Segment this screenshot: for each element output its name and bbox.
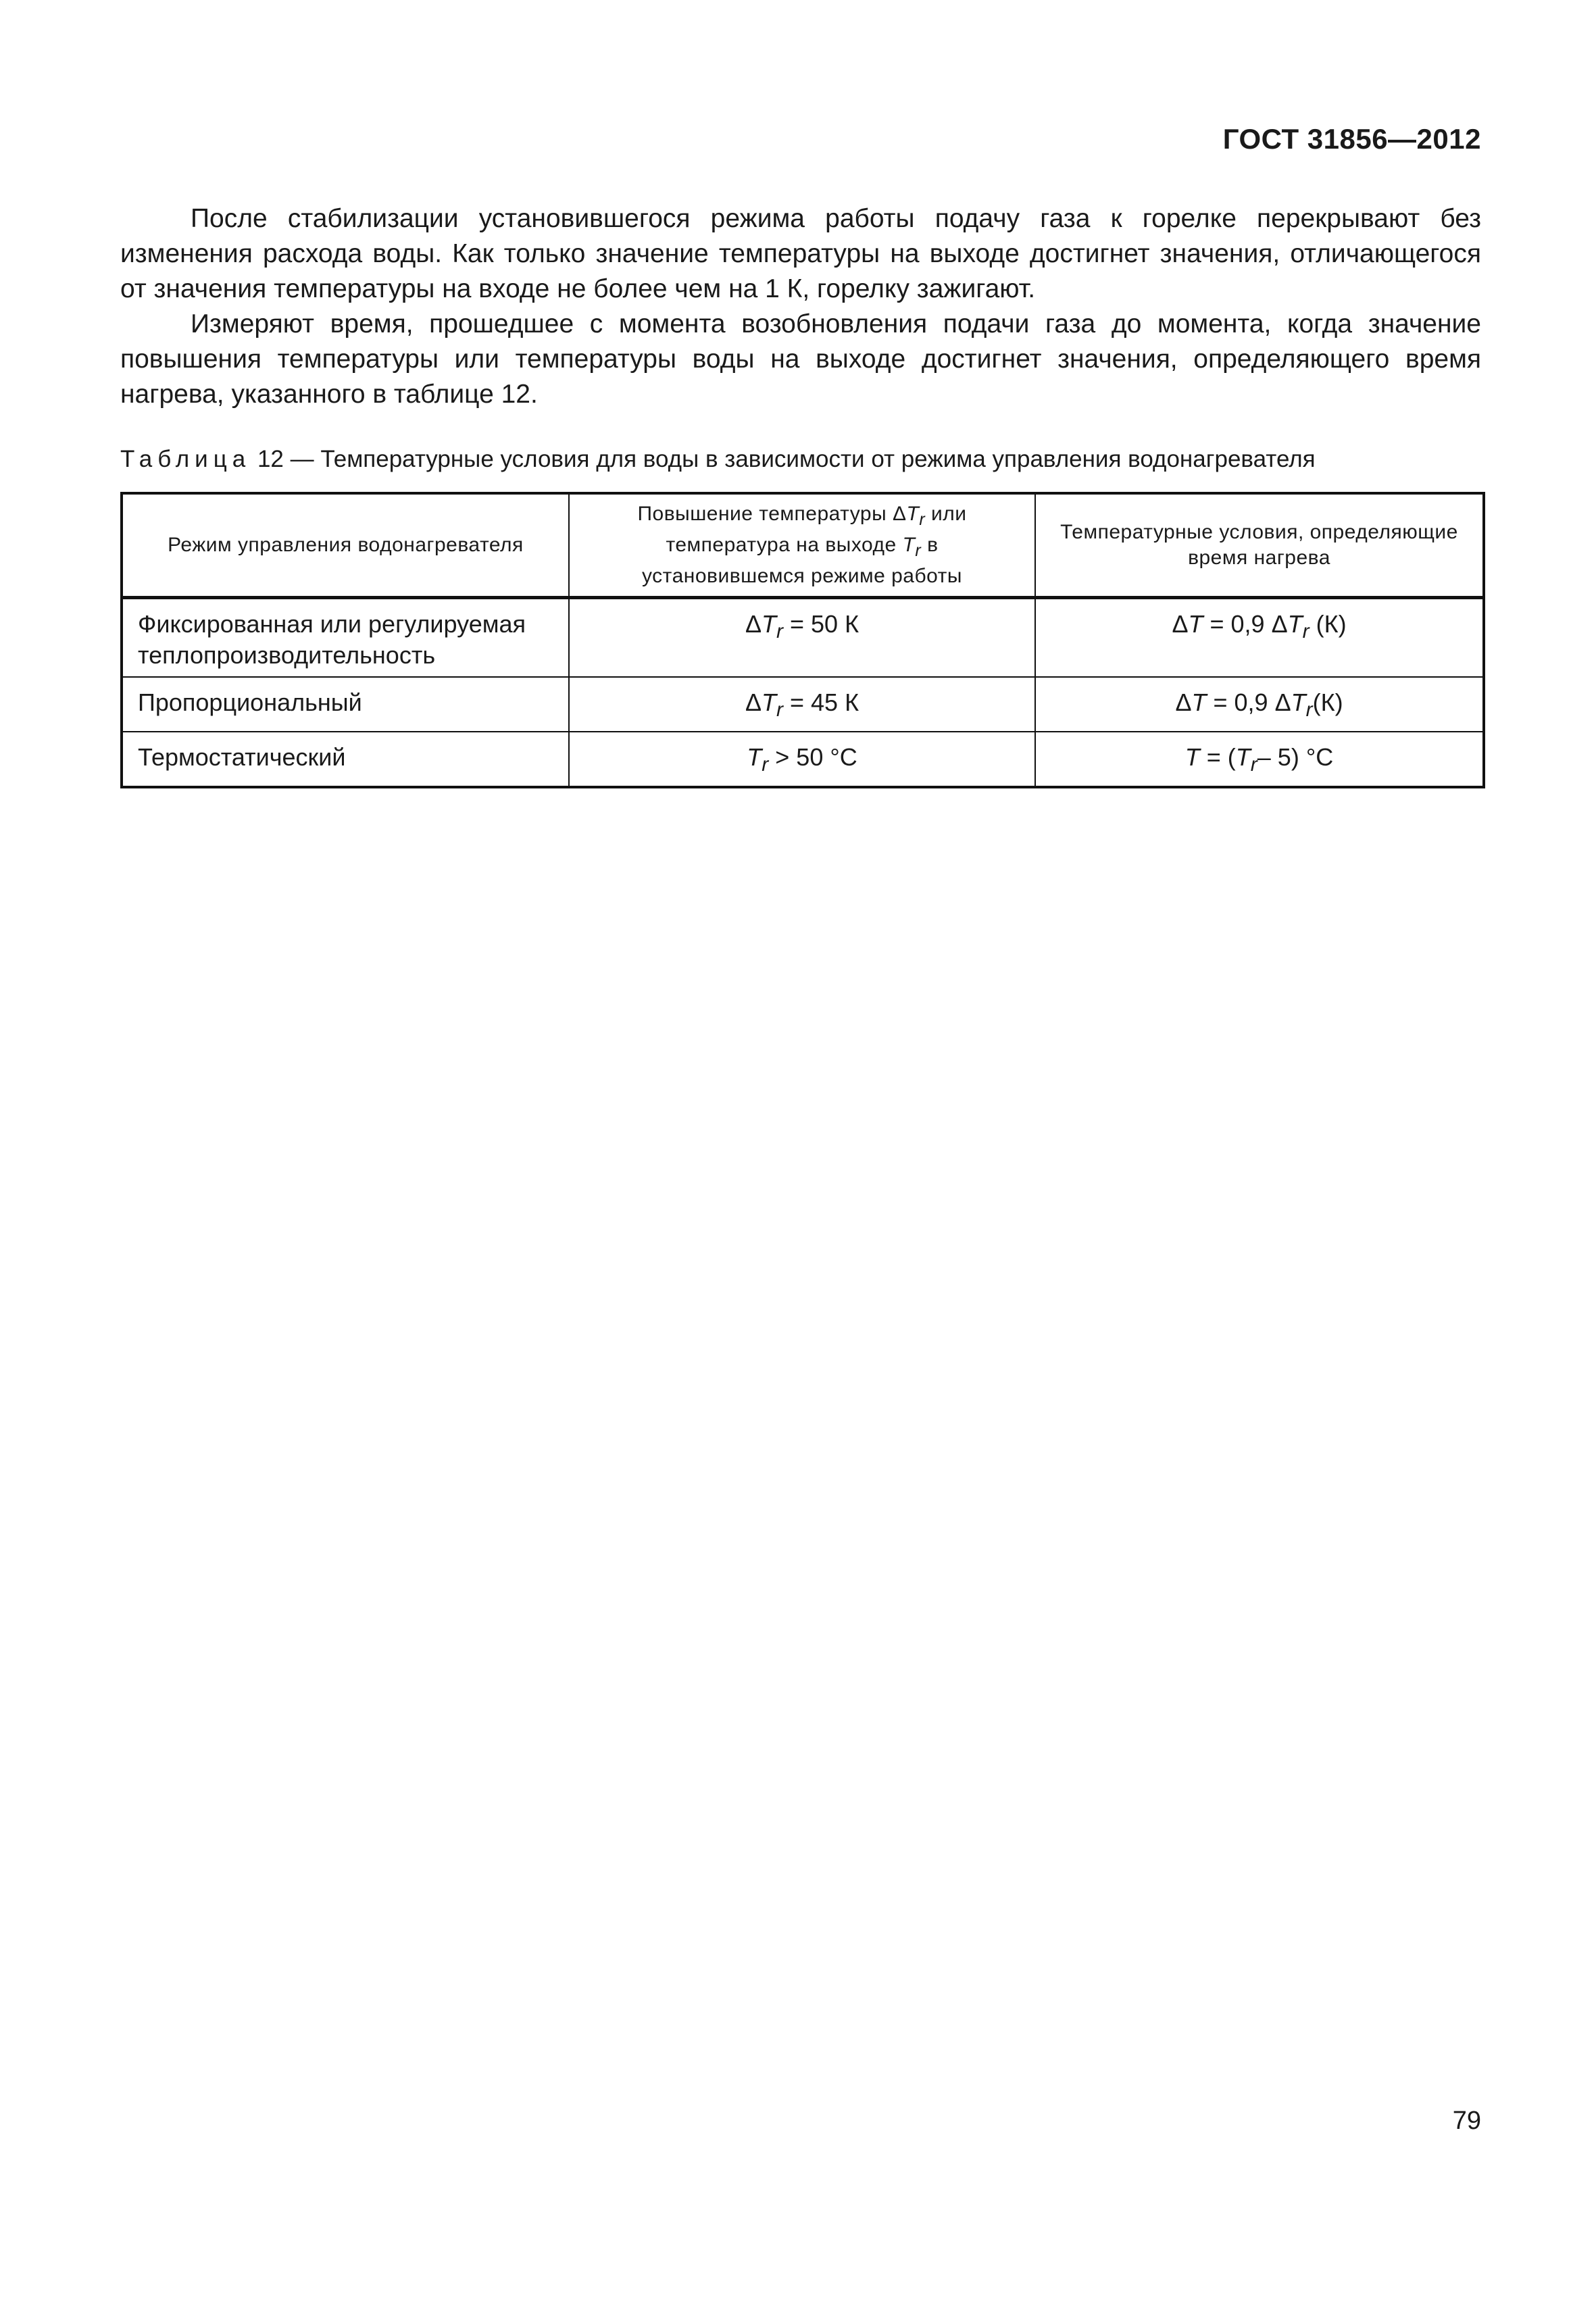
table-caption <box>120 446 1316 473</box>
cell-condition: $T = (T_r-$ 5) °С <box>1035 732 1484 787</box>
table-caption-title: 12 — Температурные условия для воды в зависимости от режима управления водонагревателя <box>251 446 1316 472</box>
header-heating-conditions: Температурные условия, определяющие время нагрева <box>1035 493 1484 598</box>
table-row <box>122 732 1484 787</box>
table-row <box>122 598 1484 678</box>
cell-rise: $T_r > 50$ °С <box>569 732 1035 787</box>
cell-mode: Пропорциональный <box>122 677 569 732</box>
temperature-conditions-table <box>120 492 1485 788</box>
cell-rise: $\Delta T_r = 45$ К <box>569 677 1035 732</box>
page-number: 79 <box>1452 2107 1481 2135</box>
table-row <box>122 677 1484 732</box>
cell-rise: $\Delta T_r = 50$ К <box>569 598 1035 678</box>
paragraph-2: Измеряют время, прошедшее с момента возобновления подачи газа до момента, когда значение повышения температуры или температуры воды на выходе достигнет значения, определяющего время нагрева, указанного в таблице 12. <box>120 309 1481 409</box>
document-code: ГОСТ 31856—2012 <box>1222 123 1481 155</box>
table-header-row <box>122 493 1484 598</box>
cell-condition: ΔT = 0,9 $\Delta T_r(К)$ <box>1035 677 1484 732</box>
cell-condition: ΔT = 0,9 $\Delta T_r$ (К) <box>1035 598 1484 678</box>
header-control-mode: Режим управления водонагревателя <box>122 493 569 598</box>
header-temperature-rise: Повышение температуры $\Delta T_r$ или температура на выходе $T_r$ в установившемся режиме работы <box>569 493 1035 598</box>
cell-mode: Термостатический <box>122 732 569 787</box>
paragraph-1: После стабилизации установившегося режима работы подачу газа к горелке перекрывают без изменения расхода воды. Как только значение температуры на выходе достигнет значения, отличающегося от значения температуры на входе не более чем на 1 К, горелку зажигают. <box>120 204 1481 303</box>
body-text <box>120 201 1481 412</box>
table-caption-label: Таблица <box>120 446 251 472</box>
cell-mode: Фиксированная или регулируемая теплопроизводительность <box>122 598 569 678</box>
